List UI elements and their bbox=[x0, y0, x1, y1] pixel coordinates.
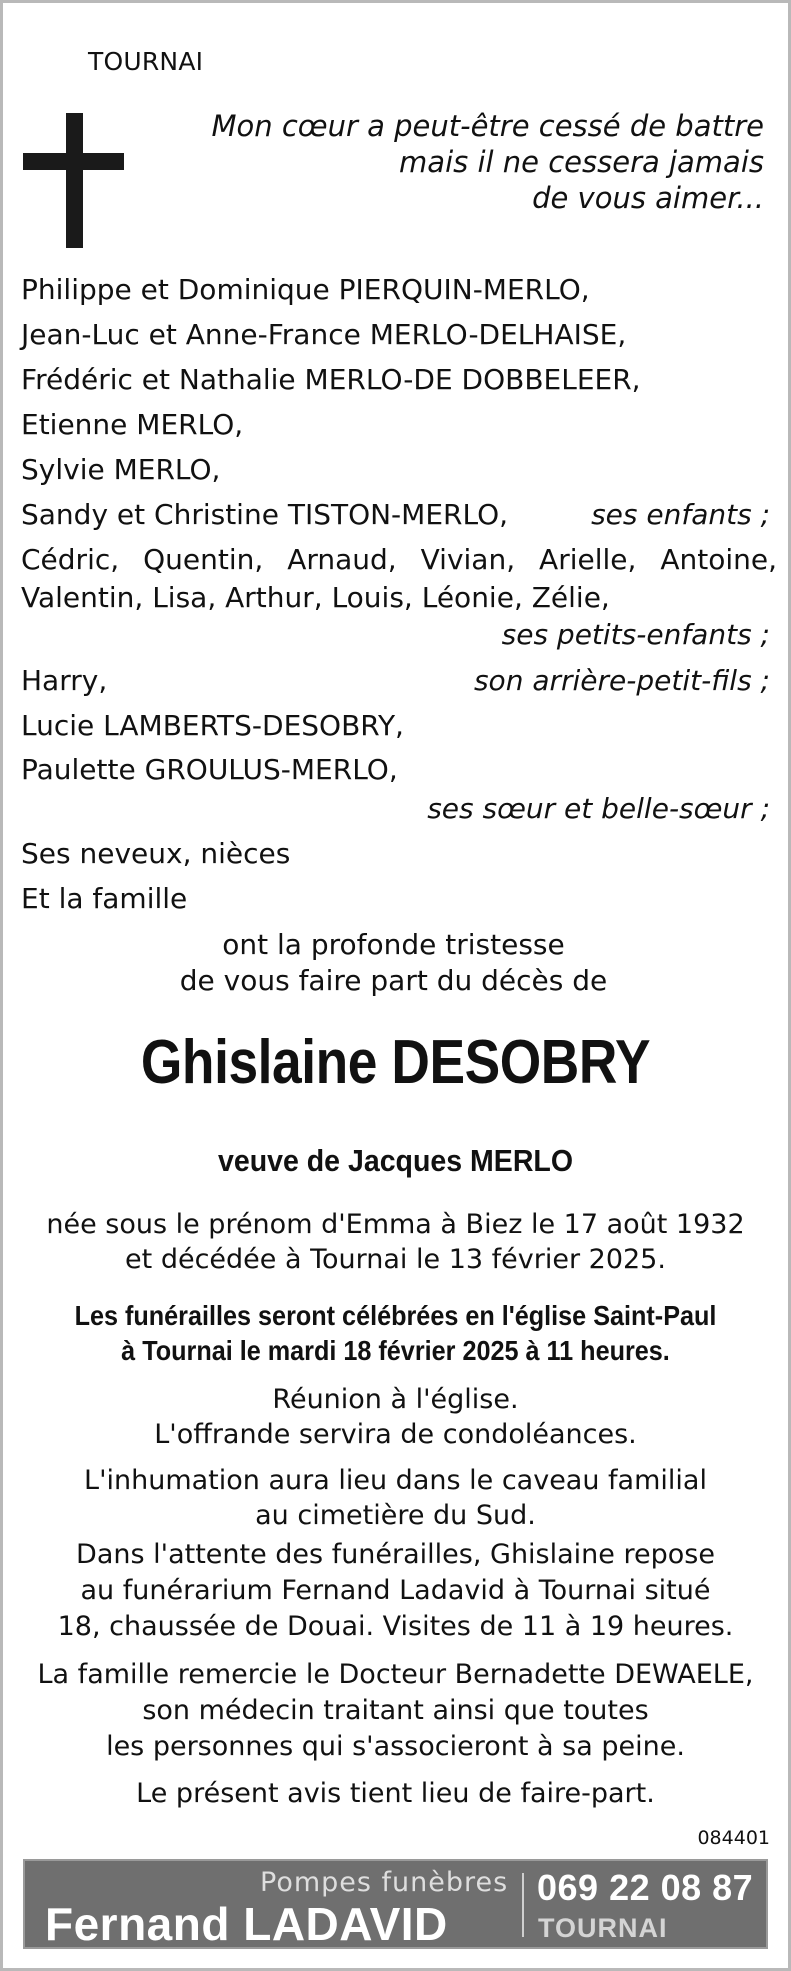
funeral-line: les personnes qui s'associeront à sa peine. bbox=[106, 1731, 685, 1762]
grandchildren-line-1 bbox=[21, 543, 777, 577]
family-others-2: Et la famille bbox=[21, 882, 188, 915]
funeral-line: au funérarium Fernand Ladavid à Tournai situé bbox=[80, 1575, 711, 1606]
cross-horizontal-bar bbox=[23, 153, 124, 170]
funeral-home-brand: Fernand LADAVID bbox=[45, 1898, 448, 1950]
family-child-6: Sandy et Christine TISTON-MERLO, bbox=[21, 498, 509, 531]
grandchild-name: Cédric, bbox=[21, 543, 120, 576]
birth-details: née sous le prénom d'Emma à Biez le 17 août 1932 bbox=[46, 1209, 745, 1240]
children-relation: ses enfants ; bbox=[591, 498, 770, 531]
grandchild-name: Arielle, bbox=[539, 543, 637, 576]
sister-1: Lucie LAMBERTS-DESOBRY, bbox=[21, 709, 404, 742]
funeral-bold-line-1: Les funérailles seront célébrées en l'église Saint-Paul bbox=[74, 1300, 717, 1331]
funeral-home-subtitle: Pompes funèbres bbox=[260, 1867, 509, 1898]
sister-2: Paulette GROULUS-MERLO, bbox=[21, 753, 398, 786]
family-child-1: Philippe et Dominique PIERQUIN-MERLO, bbox=[21, 273, 590, 306]
announcement-line-1: ont la profonde tristesse bbox=[222, 928, 565, 961]
funeral-line: La famille remercie le Docteur Bernadette DEWAELE, bbox=[37, 1659, 754, 1690]
death-details: et décédée à Tournai le 13 février 2025. bbox=[125, 1244, 666, 1275]
quote-line-2: mais il ne cessera jamais bbox=[399, 145, 764, 179]
quote-line-3: de vous aimer... bbox=[532, 181, 764, 215]
funeral-home-banner bbox=[23, 1859, 768, 1949]
great-grandchild-relation: son arrière-petit-fils ; bbox=[473, 664, 770, 697]
funeral-home-city: TOURNAI bbox=[538, 1913, 668, 1943]
family-child-5: Sylvie MERLO, bbox=[21, 453, 221, 486]
funeral-line: Le présent avis tient lieu de faire-part. bbox=[136, 1778, 655, 1809]
grandchild-name: Antoine, bbox=[660, 543, 778, 576]
grandchildren-line-2: Valentin, Lisa, Arthur, Louis, Léonie, Zélie, bbox=[21, 581, 610, 614]
funeral-line: L'inhumation aura lieu dans le caveau familial bbox=[84, 1465, 707, 1496]
family-others-1: Ses neveux, nièces bbox=[21, 837, 291, 870]
grandchild-name: Vivian, bbox=[420, 543, 516, 576]
funeral-line: Réunion à l'église. bbox=[272, 1384, 519, 1415]
funeral-bold-line-2: à Tournai le mardi 18 février 2025 à 11 heures. bbox=[121, 1335, 670, 1366]
great-grandchild: Harry, bbox=[21, 664, 108, 697]
sisters-relation: ses sœur et belle-sœur ; bbox=[427, 792, 770, 825]
grandchild-name: Quentin, bbox=[143, 543, 264, 576]
funeral-line: 18, chaussée de Douai. Visites de 11 à 19 heures. bbox=[57, 1611, 734, 1642]
banner-divider bbox=[522, 1873, 524, 1937]
family-child-3: Frédéric et Nathalie MERLO-DE DOBBELEER, bbox=[21, 363, 641, 396]
funeral-line: Dans l'attente des funérailles, Ghislaine repose bbox=[76, 1539, 715, 1570]
reference-number: 084401 bbox=[697, 1827, 770, 1849]
grandchild-name: Arnaud, bbox=[287, 543, 397, 576]
header-city: TOURNAI bbox=[88, 47, 204, 76]
funeral-line: L'offrande servira de condoléances. bbox=[154, 1419, 637, 1450]
cross-vertical-bar bbox=[66, 113, 83, 248]
funeral-line: son médecin traitant ainsi que toutes bbox=[142, 1695, 649, 1726]
announcement-line-2: de vous faire part du décès de bbox=[179, 964, 608, 997]
deceased-name: Ghislaine DESOBRY bbox=[140, 1028, 651, 1097]
widow-of: veuve de Jacques MERLO bbox=[217, 1143, 574, 1178]
family-child-4: Etienne MERLO, bbox=[21, 408, 244, 441]
funeral-line: au cimetière du Sud. bbox=[255, 1500, 536, 1531]
quote-line-1: Mon cœur a peut-être cessé de battre bbox=[211, 109, 764, 143]
grandchildren-relation: ses petits-enfants ; bbox=[501, 618, 770, 651]
family-child-2: Jean-Luc et Anne-France MERLO-DELHAISE, bbox=[21, 318, 627, 351]
funeral-home-phone: 069 22 08 87 bbox=[537, 1867, 754, 1908]
